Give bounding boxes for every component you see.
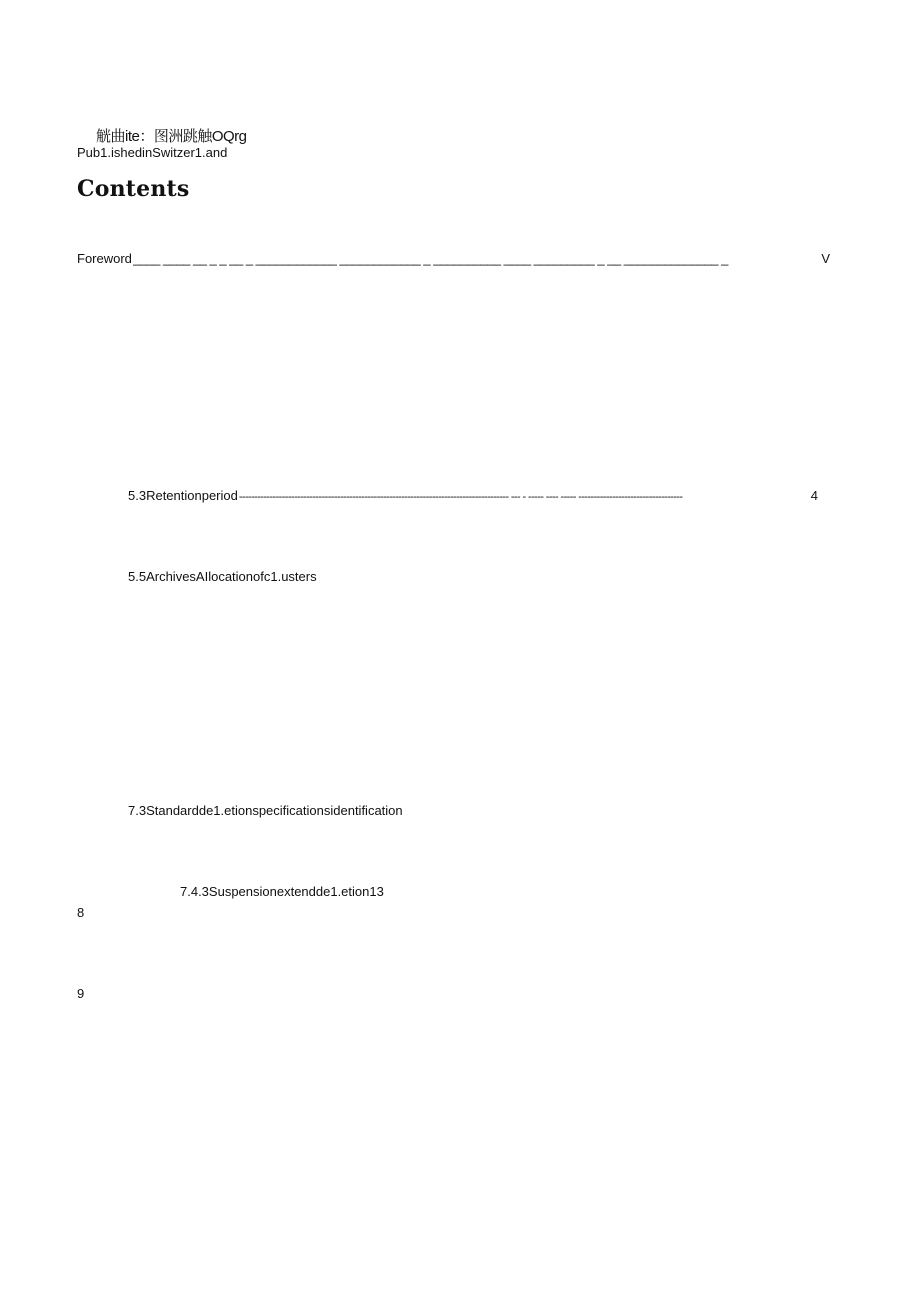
toc-entry-5-3[interactable] bbox=[128, 488, 818, 505]
toc-entry-7-3[interactable]: 7.3Standardde1.etionspecificationsidentification bbox=[128, 803, 403, 818]
toc-entry-page: V bbox=[821, 251, 830, 266]
toc-section-9[interactable]: 9 bbox=[77, 986, 85, 1001]
toc-entry-label: Foreword bbox=[77, 251, 132, 266]
page-title: Contents bbox=[77, 176, 190, 202]
toc-entry-foreword[interactable] bbox=[77, 251, 830, 267]
toc-leader: ____ ____ __ _ _ __ _ ____________ ____________ _ __________ ____ _________ _ __ ______________ _ bbox=[132, 251, 728, 266]
header-site-line: 觥曲ite：图洲跳触OQrg bbox=[96, 128, 247, 145]
publication-location: Pub1.ishedinSwitzer1.and bbox=[77, 145, 228, 160]
toc-entry-7-4-3[interactable]: 7.4.3Suspensionextendde1.etion13 bbox=[180, 884, 384, 899]
toc-leader: ---------------------------------------------------------------------------------------- --- - ----- ---- ----- ---------------------------------- bbox=[238, 491, 683, 503]
toc-section-8[interactable]: 8 bbox=[77, 905, 85, 920]
toc-entry-page: 4 bbox=[810, 488, 818, 503]
toc-entry-5-5[interactable]: 5.5ArchivesAIlocationofc1.usters bbox=[128, 569, 317, 584]
toc-entry-label: 5.3Retentionperiod bbox=[128, 488, 238, 503]
